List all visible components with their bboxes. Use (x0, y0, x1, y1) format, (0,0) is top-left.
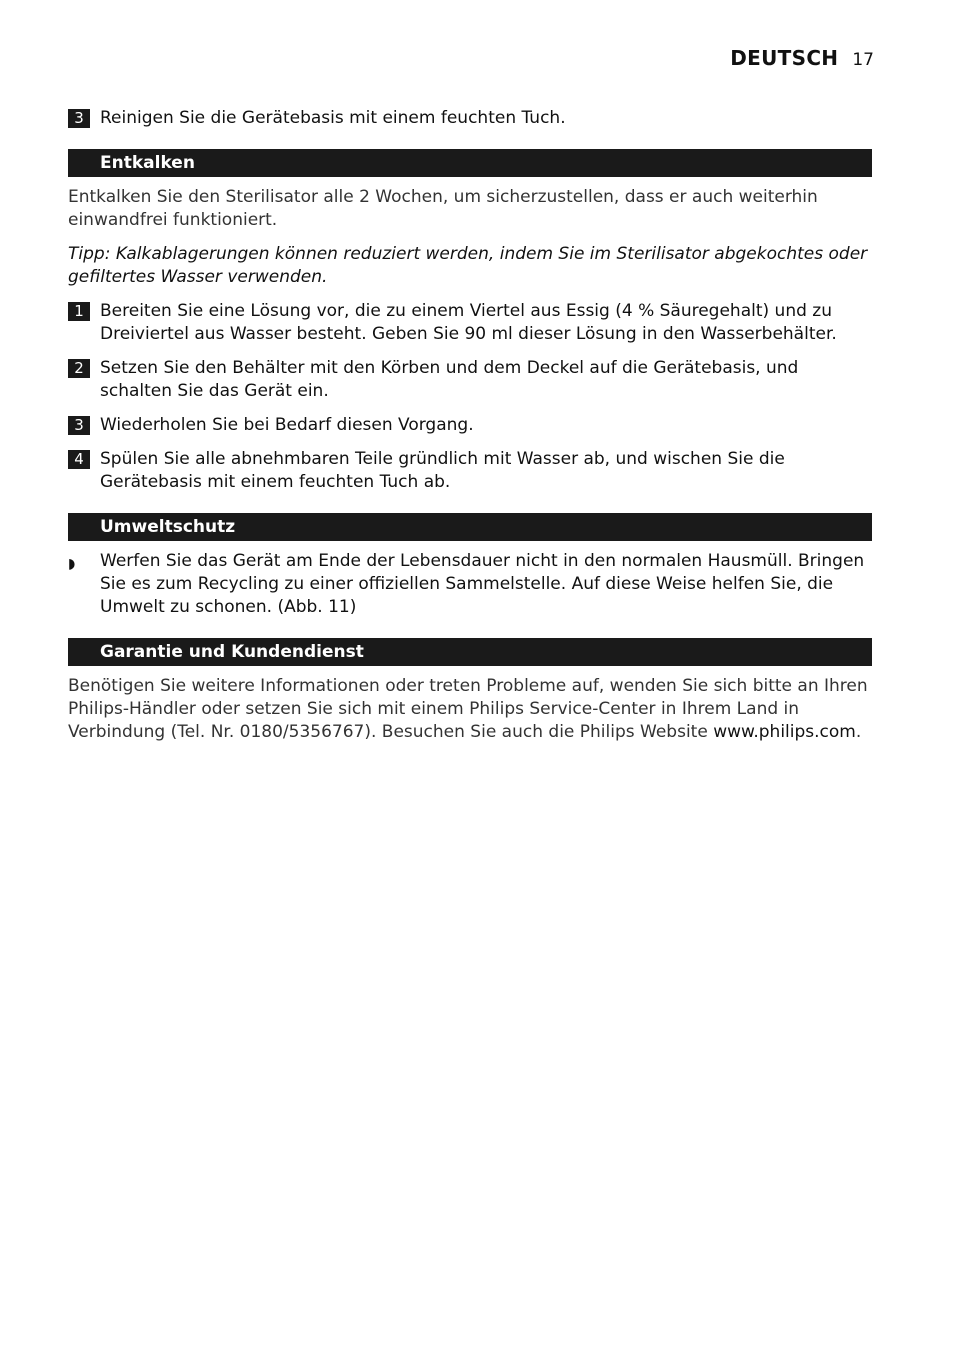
step-text: Reinigen Sie die Gerätebasis mit einem feuchten Tuch. (100, 108, 566, 128)
step-number: 3 (68, 416, 90, 435)
step-3 (68, 414, 872, 437)
bullet-text: Werfen Sie das Gerät am Ende der Lebensdauer nicht in den normalen Hausmüll. Bringen Sie es zum Recycling zu einer offiziellen Sammelstelle. Auf diese Weise helfen Sie, die Umwelt zu schonen. (Abb. 11) (100, 551, 865, 617)
step-1 (68, 300, 872, 346)
page-header (730, 46, 874, 70)
garantie-end: . (855, 722, 862, 742)
tip-label: Tipp: (68, 244, 111, 264)
language-title: DEUTSCH (730, 46, 839, 70)
umweltschutz-bullet (68, 550, 872, 619)
step-number: 3 (68, 109, 90, 128)
garantie-text (68, 675, 868, 744)
tip-note (68, 243, 868, 289)
step-text: Setzen Sie den Behälter mit den Körben und dem Deckel auf die Gerätebasis, und schalten Sie das Gerät ein. (100, 358, 799, 401)
step-4 (68, 448, 872, 494)
page-number: 17 (852, 50, 874, 70)
section-heading-entkalken: Entkalken (68, 149, 872, 177)
intro-step (68, 107, 872, 130)
step-number: 4 (68, 450, 90, 469)
tip-text: Kalkablagerungen können reduziert werden, indem Sie im Sterilisator abgekochtes oder gefiltertes Wasser verwenden. (68, 244, 868, 287)
garantie-body: Benötigen Sie weitere Informationen oder treten Probleme auf, wenden Sie sich bitte an Ihren Philips-Händler oder setzen Sie sich mit einem Philips Service-Center in Ihrem Land in Verbindung (Tel. Nr. 0180/5356767). Besuchen Sie auch die Philips Website (68, 676, 868, 742)
step-text: Bereiten Sie eine Lösung vor, die zu einem Viertel aus Essig (4 % Säuregehalt) und zu Dreiviertel aus Wasser besteht. Geben Sie 90 ml dieser Lösung in den Wasserbehälter. (100, 301, 837, 344)
step-text: Wiederholen Sie bei Bedarf diesen Vorgang. (100, 415, 474, 435)
philips-website-link[interactable]: www.philips.com (713, 722, 856, 742)
step-number: 2 (68, 359, 90, 378)
bullet-icon: ◗ (68, 556, 76, 572)
section-heading-garantie: Garantie und Kundendienst (68, 638, 872, 666)
step-number: 1 (68, 302, 90, 321)
section-heading-umweltschutz: Umweltschutz (68, 513, 872, 541)
step-2 (68, 357, 872, 403)
entkalken-intro: Entkalken Sie den Sterilisator alle 2 Wochen, um sicherzustellen, dass er auch weiterhin einwandfrei funktioniert. (68, 187, 818, 230)
step-text: Spülen Sie alle abnehmbaren Teile gründlich mit Wasser ab, und wischen Sie die Gerätebasis mit einem feuchten Tuch ab. (100, 449, 785, 492)
